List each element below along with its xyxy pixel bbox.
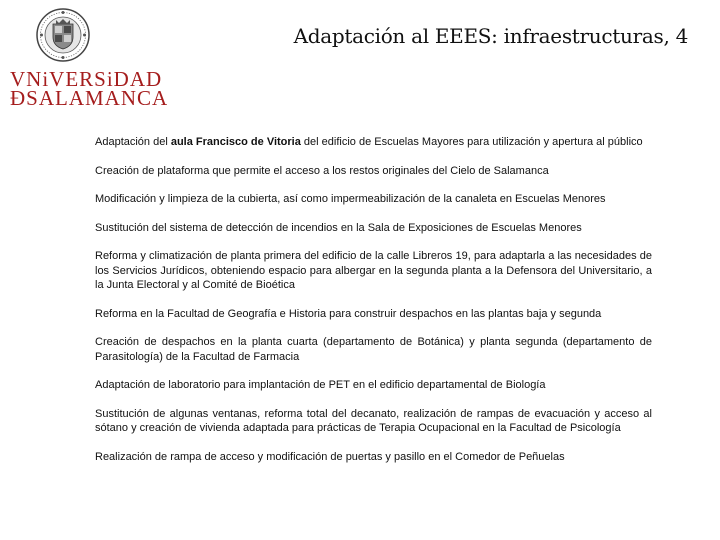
list-item: Realización de rampa de acceso y modificación de puertas y pasillo en el Comedor de Peñuelas [95,450,565,463]
infrastructure-list [95,135,652,464]
item-text: del edificio de Escuelas Mayores para utilización y apertura al público [300,136,643,148]
list-item: Adaptación de laboratorio para implantación de PET en el edificio departamental de Biología [95,379,546,391]
list-item: Reforma en la Facultad de Geografía e Historia para construir despachos en las plantas baja y segunda [95,307,602,320]
list-item: Creación de plataforma que permite el acceso a los restos originales del Cielo de Salamanca [95,164,549,177]
list-item [95,135,652,150]
logo-line-2: ÐSALAMANCA [10,86,169,110]
list-item: Modificación y limpieza de la cubierta, así como impermeabilización de la canaleta en Escuelas Menores [95,193,606,205]
list-item: Reforma y climatización de planta primera del edificio de la calle Libreros 19, para adaptarla a las necesidades de los Servicios Jurídicos, obteniendo espacio para albergar en la segunda planta a la Defensora del Universitario, a la Junta Electoral y al Comité de Bioética [95,250,652,291]
item-highlight: aula Francisco de Vitoria [170,136,301,148]
university-seal-icon [36,6,90,64]
university-logo [10,67,169,110]
list-item: Sustitución del sistema de detección de incendios en la Sala de Exposiciones de Escuelas Menores [95,221,582,234]
list-item: Sustitución de algunas ventanas, reforma total del decanato, realización de rampas de evacuación y acceso al sótano y creación de vivienda adaptada para prácticas de Terapia Ocupacional en la Facultad de Psicología [95,407,652,434]
logo-line-1: VNiVERSiDAD [10,67,163,91]
list-item: Creación de despachos en la planta cuarta (departamento de Botánica) y planta segunda (departamento de Parasitología) de la Facultad de Farmacia [95,336,652,363]
slide-title: Adaptación al EEES: infraestructuras, 4 [293,24,688,48]
item-text: Adaptación del [95,136,171,148]
